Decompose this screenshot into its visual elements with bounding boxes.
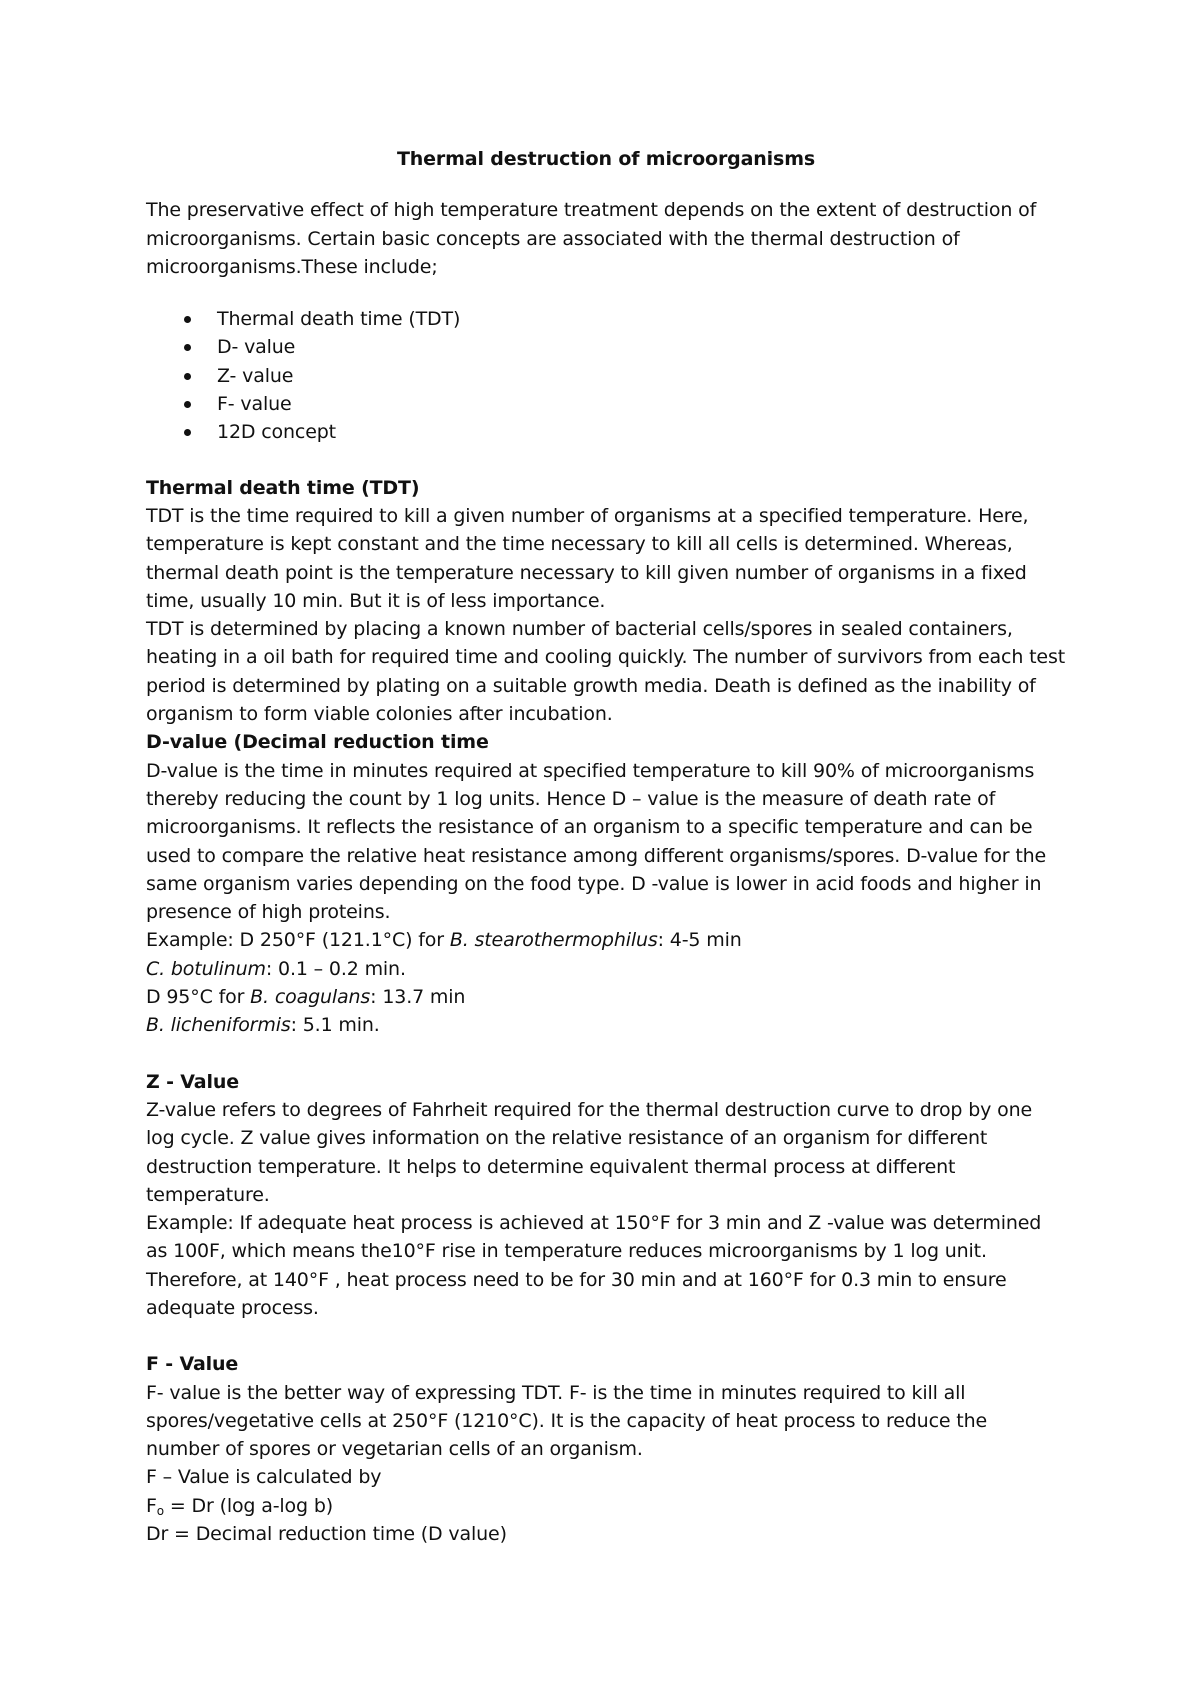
dvalue-example-3 [146, 983, 1066, 1011]
section-heading-fvalue: F - Value [146, 1353, 239, 1376]
fvalue-paragraph-1: F- value is the better way of expressing TDT. F- is the time in minutes required to kill all spores/vegetative cells at 250°F (1210°C). It is the capacity of heat process to reduce the number of spores or vegetarian cells of an organism. [146, 1381, 988, 1461]
fvalue-formula [146, 1492, 1066, 1520]
list-item-text: F- value [217, 393, 292, 416]
formula-subscript: o [156, 1503, 164, 1518]
list-item [217, 305, 1066, 333]
list-item [217, 390, 1066, 418]
spacer [146, 1322, 1066, 1350]
organism-name: B. coagulans [250, 986, 371, 1009]
zvalue-paragraph-1: Z-value refers to degrees of Fahrheit required for the thermal destruction curve to drop by one log cycle. Z value gives information on the relative resistance of an organism for different destruction temperature. It helps to determine equivalent thermal process at different temperature. [146, 1098, 1033, 1206]
formula-expression: = Dr (log a-log b) [163, 1494, 334, 1517]
example-text: Example: D 250°F (121.1°C) for [146, 929, 450, 952]
section-heading-zvalue: Z - Value [146, 1070, 239, 1093]
fvalue-paragraph-2: F – Value is calculated by [146, 1466, 382, 1489]
bullet-icon [184, 401, 191, 408]
list-item [217, 362, 1066, 390]
example-text: : 13.7 min [370, 986, 466, 1009]
list-item [217, 333, 1066, 361]
document-body [146, 145, 1066, 1548]
tdt-paragraph-1: TDT is the time required to kill a given number of organisms at a specified temperature. Here, temperature is kept constant and the time necessary to kill all cells is determined. Whereas, thermal death point is the temperature necessary to kill given number of organisms in a fixed time, usually 10 min. But it is of less importance. [146, 504, 1029, 612]
bullet-icon [184, 344, 191, 351]
section-heading-dvalue: D-value (Decimal reduction time [146, 731, 489, 754]
dvalue-paragraph: D-value is the time in minutes required at specified temperature to kill 90% of microorganisms thereby reducing the count by 1 log units. Hence D – value is the measure of death rate of microorganisms. It reflects the resistance of an organism to a specific temperature and can be used to compare the relative heat resistance among different organisms/spores. D-value for the same organism varies depending on the food type. D -value is lower in acid foods and higher in presence of high proteins. [146, 759, 1047, 924]
bullet-icon [184, 373, 191, 380]
tdt-paragraph-2: TDT is determined by placing a known number of bacterial cells/spores in sealed containers, heating in a oil bath for required time and cooling quickly. The number of survivors from each test period is determined by plating on a suitable growth media. Death is defined as the inability of organism to form viable colonies after incubation. [146, 618, 1065, 726]
formula-symbol: F [146, 1494, 157, 1517]
example-text: D 95°C for [146, 986, 251, 1009]
example-text: : 0.1 – 0.2 min. [265, 957, 406, 980]
example-text: : 4-5 min [657, 929, 742, 952]
list-item-text: 12D concept [217, 421, 336, 444]
dvalue-example-1 [146, 926, 1066, 954]
section-heading-tdt: Thermal death time (TDT) [146, 476, 420, 499]
spacer [146, 1040, 1066, 1068]
organism-name: B. licheniformis [146, 1014, 291, 1037]
bullet-icon [184, 316, 191, 323]
bullet-icon [184, 429, 191, 436]
list-item-text: Thermal death time (TDT) [217, 308, 461, 331]
dvalue-example-2 [146, 955, 1066, 983]
zvalue-paragraph-2: Example: If adequate heat process is achieved at 150°F for 3 min and Z -value was determined as 100F, which means the10°F rise in temperature reduces microorganisms by 1 log unit. Therefore, at 140°F , heat process need to be for 30 min and at 160°F for 0.3 min to ensure adequate process. [146, 1212, 1042, 1319]
list-item-text: D- value [217, 336, 296, 359]
document-title: Thermal destruction of microorganisms [397, 148, 815, 170]
organism-name: C. botulinum [146, 957, 266, 980]
organism-name: B. stearothermophilus [449, 929, 658, 952]
dvalue-example-4 [146, 1011, 1066, 1039]
fvalue-paragraph-3: Dr = Decimal reduction time (D value) [146, 1523, 507, 1546]
example-text: : 5.1 min. [290, 1014, 380, 1037]
list-item-text: Z- value [217, 364, 294, 387]
intro-paragraph: The preservative effect of high temperature treatment depends on the extent of destruction of microorganisms. Certain basic concepts are associated with the thermal destruction of microorganisms.These include; [146, 199, 1037, 278]
concept-list [146, 305, 1066, 446]
list-item [217, 418, 1066, 446]
